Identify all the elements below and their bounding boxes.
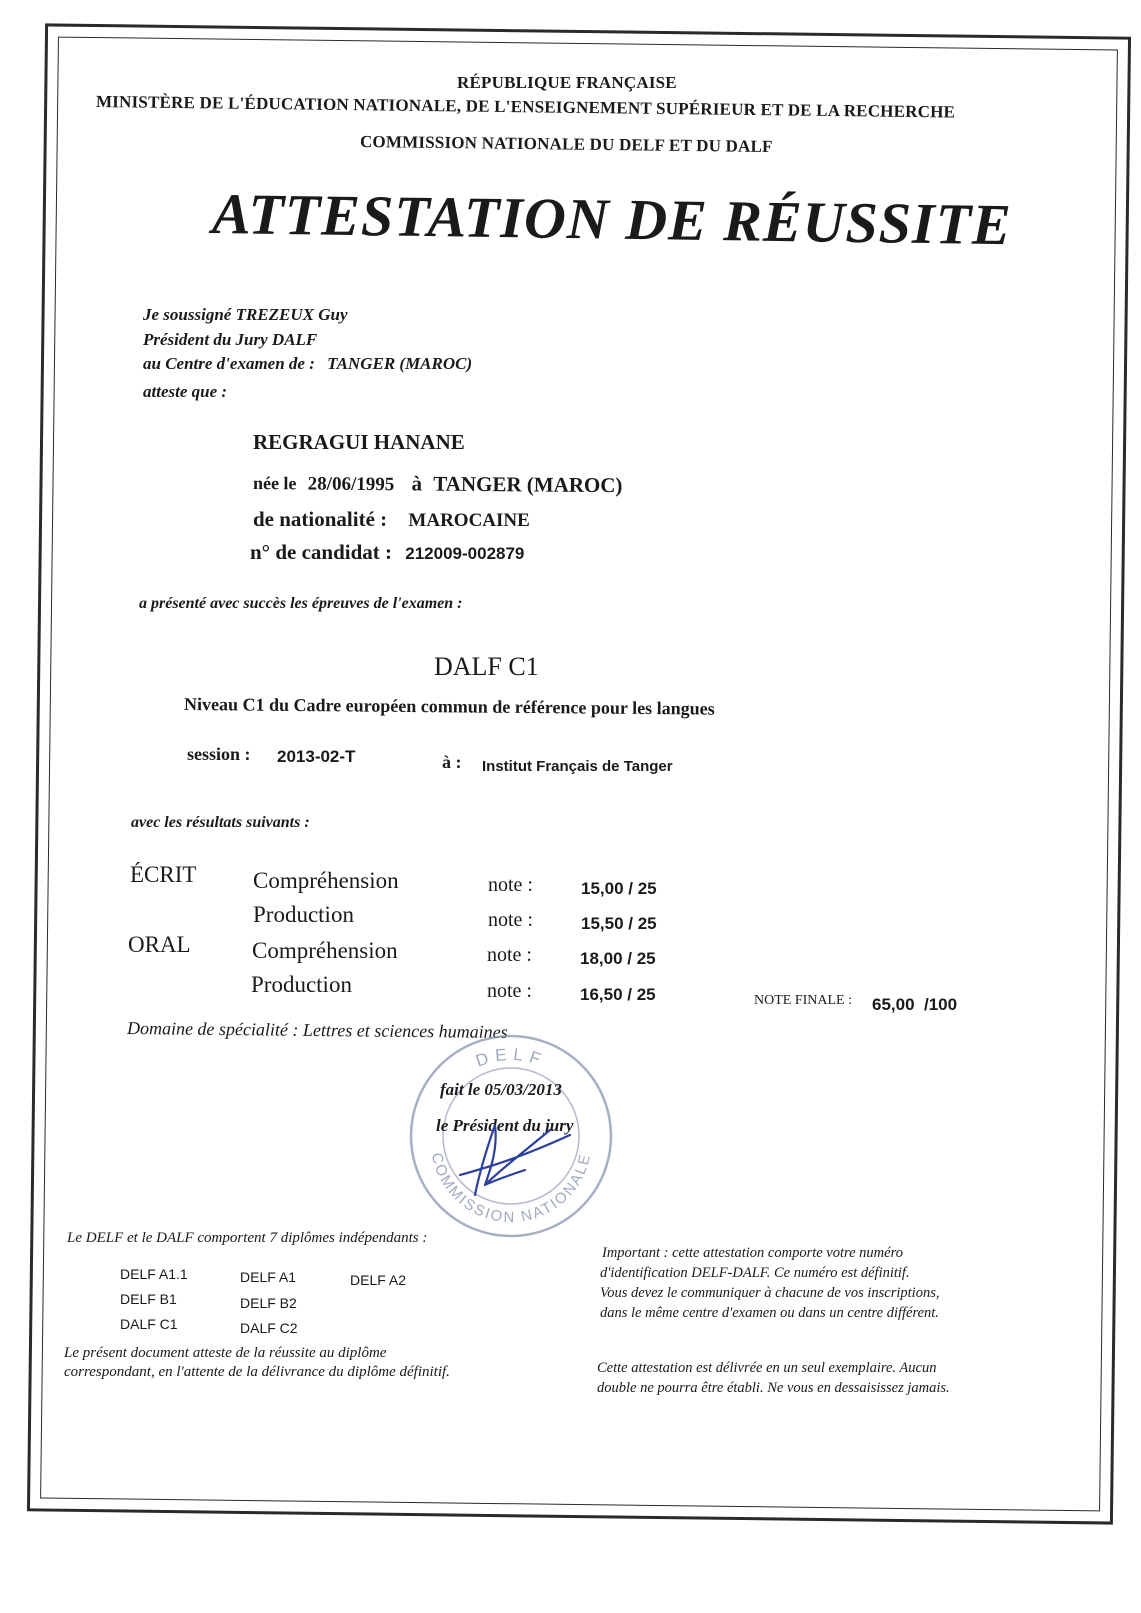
svg-text:DELF bbox=[473, 1045, 548, 1071]
provisional-note-line1: Le présent document atteste de la réussite au diplôme bbox=[64, 1345, 387, 1361]
signature-president: le Président du jury bbox=[436, 1116, 574, 1135]
diploma-item: DELF A1.1 bbox=[120, 1266, 188, 1282]
ministry-heading: MINISTÈRE DE L'ÉDUCATION NATIONALE, DE L'ENSEIGNEMENT SUPÉRIEUR ET DE LA RECHERCHE bbox=[95, 92, 956, 122]
result-skill: Production bbox=[251, 972, 352, 997]
result-section-oral: ORAL bbox=[128, 932, 191, 957]
result-section-ecrit: ÉCRIT bbox=[130, 862, 197, 887]
provisional-note-line2: correspondant, en l'attente de la délivrance du diplôme définitif. bbox=[64, 1364, 450, 1380]
candidate-name: REGRAGUI HANANE bbox=[253, 430, 465, 454]
institute-at-label: à : bbox=[442, 752, 462, 772]
birth-at: à bbox=[411, 471, 423, 496]
result-note-label: note : bbox=[487, 980, 532, 1002]
diplomas-intro: Le DELF et le DALF comportent 7 diplômes indépendants : bbox=[67, 1230, 428, 1246]
result-skill: Production bbox=[253, 902, 354, 927]
exam-intro: a présenté avec succès les épreuves de l'examen : bbox=[139, 595, 463, 612]
single-copy-line2: double ne pourra être établi. Ne vous en dessaisissez jamais. bbox=[597, 1380, 950, 1396]
single-copy-line1: Cette attestation est délivrée en un seul exemplaire. Aucun bbox=[597, 1360, 937, 1376]
handwritten-signature bbox=[440, 1100, 590, 1210]
result-skill: Compréhension bbox=[252, 938, 398, 963]
republic-heading: RÉPUBLIQUE FRANÇAISE bbox=[457, 73, 677, 92]
nationality-value: MAROCAINE bbox=[408, 510, 530, 531]
nationality-label: de nationalité : bbox=[253, 507, 388, 531]
diploma-item: DALF C2 bbox=[240, 1320, 298, 1336]
results-intro: avec les résultats suivants : bbox=[131, 814, 310, 831]
result-note-label: note : bbox=[488, 874, 533, 896]
specialty-line: Domaine de spécialité : Lettres et sciences humaines bbox=[126, 1018, 508, 1042]
exam-level: Niveau C1 du Cadre européen commun de référence pour les langues bbox=[183, 694, 715, 719]
candidate-id: 212009-002879 bbox=[405, 544, 525, 563]
exam-center-label: au Centre d'examen de : bbox=[143, 354, 315, 373]
birth-label: née le bbox=[252, 473, 297, 494]
result-score: 15,00 / 25 bbox=[581, 879, 657, 898]
important-line4: dans le même centre d'examen ou dans un centre différent. bbox=[600, 1305, 939, 1321]
candidate-id-line bbox=[250, 540, 524, 565]
stamp-bottom-text: COMMISSION NATIONALE bbox=[427, 1151, 595, 1227]
institute-value: Institut Français de Tanger bbox=[482, 758, 673, 775]
session-value: 2013-02-T bbox=[277, 747, 356, 766]
diploma-item: DELF B1 bbox=[120, 1291, 177, 1307]
important-line2: d'identification DELF-DALF. Ce numéro est définitif. bbox=[600, 1265, 910, 1281]
commission-heading: COMMISSION NATIONALE DU DELF ET DU DALF bbox=[359, 132, 773, 157]
result-score: 16,50 / 25 bbox=[580, 985, 656, 1004]
diploma-item: DELF A2 bbox=[350, 1272, 407, 1288]
diploma-item: DELF A1 bbox=[240, 1269, 297, 1285]
important-line1: Important : cette attestation comporte votre numéro bbox=[602, 1245, 903, 1261]
birth-place: TANGER (MAROC) bbox=[433, 471, 623, 498]
diploma-item: DALF C1 bbox=[120, 1316, 178, 1332]
exam-center-line bbox=[143, 354, 472, 374]
result-skill: Compréhension bbox=[253, 868, 399, 893]
nationality-line bbox=[253, 507, 530, 532]
result-score: 15,50 / 25 bbox=[581, 914, 657, 933]
final-note-label: NOTE FINALE : bbox=[754, 993, 852, 1008]
candidate-id-label: n° de candidat : bbox=[250, 540, 393, 564]
exam-name: DALF C1 bbox=[434, 652, 539, 681]
exam-center-value: TANGER (MAROC) bbox=[327, 354, 473, 373]
diploma-item: DELF B2 bbox=[240, 1295, 297, 1311]
atteste-label: atteste que : bbox=[143, 382, 228, 401]
session-label: session : bbox=[187, 744, 251, 764]
page-title: ATTESTATION DE RÉUSSITE bbox=[211, 181, 1013, 258]
important-line3: Vous devez le communiquer à chacune de vos inscriptions, bbox=[600, 1285, 940, 1301]
birth-line bbox=[253, 470, 623, 498]
result-note-label: note : bbox=[488, 909, 533, 931]
result-score: 18,00 / 25 bbox=[580, 949, 656, 968]
stamp-top-text: DELF bbox=[473, 1044, 549, 1071]
birth-date: 28/06/1995 bbox=[307, 473, 395, 496]
result-note-label: note : bbox=[487, 944, 532, 966]
signatory-line2: Président du Jury DALF bbox=[143, 330, 318, 349]
signatory-line1: Je soussigné TREZEUX Guy bbox=[143, 305, 348, 324]
final-note-value: 65,00 /100 bbox=[872, 995, 958, 1014]
signature-date: fait le 05/03/2013 bbox=[440, 1080, 562, 1099]
